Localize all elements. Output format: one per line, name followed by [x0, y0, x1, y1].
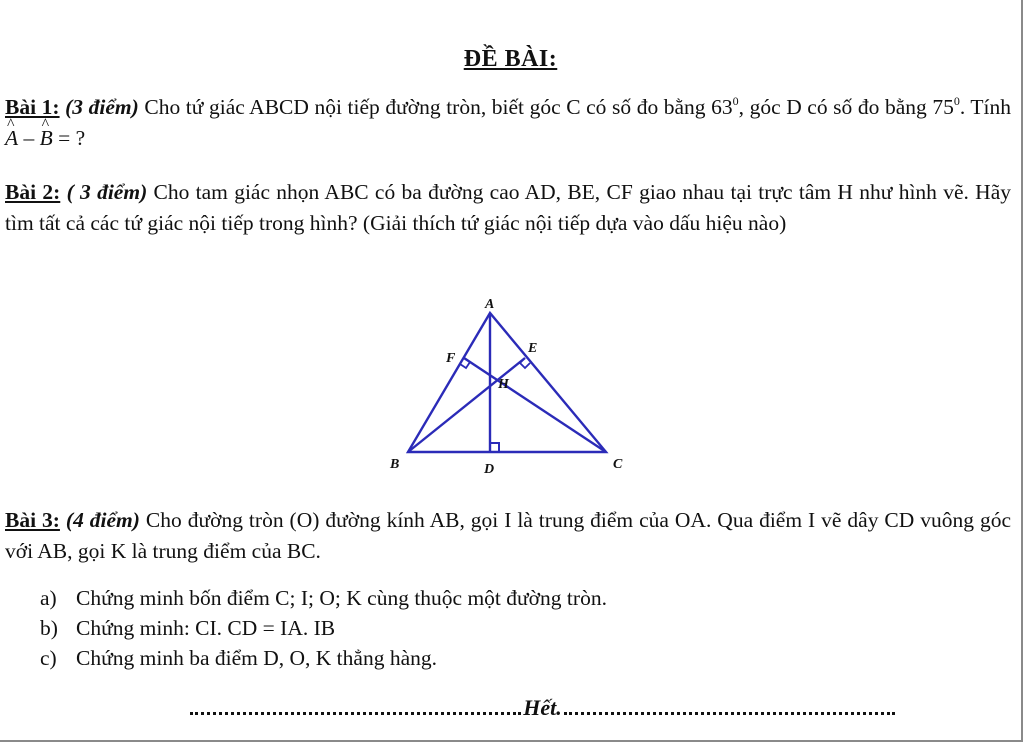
label-e: E: [528, 341, 538, 356]
exercise-1-score: (3 điểm): [65, 95, 139, 119]
exercise-1-text-part3: . Tính: [959, 95, 1011, 119]
label-b: B: [390, 457, 400, 472]
exercise-3-score: (4 điểm): [65, 508, 140, 532]
triangle-figure: [380, 288, 640, 483]
exercise-3: [5, 505, 1011, 567]
exercise-1-label: Bài 1:: [5, 95, 60, 119]
exercise-3-text: Cho đường tròn (O) đường kính AB, gọi I là trung điểm của OA. Qua điểm I vẽ dây CD vuông góc với AB, gọi K là trung điểm của BC.: [5, 508, 1011, 563]
label-d: D: [484, 462, 495, 477]
exercise-1-text-part1: Cho tứ giác ABCD nội tiếp đường tròn, biết góc C có số đo bằng 63: [138, 95, 733, 119]
degree-sup-2: 0: [953, 94, 960, 108]
label-c: C: [613, 457, 623, 472]
altitude-be: [408, 358, 525, 452]
altitude-cf: [464, 358, 606, 452]
list-item-text: Chứng minh: CI. CD = IA. IB: [76, 616, 336, 640]
label-f: F: [446, 351, 456, 366]
list-marker: b): [40, 616, 58, 640]
list-marker: a): [40, 586, 57, 610]
right-angle-mark-d: [490, 443, 499, 452]
exercise-2-text: Cho tam giác nhọn ABC có ba đường cao AD, BE, CF giao nhau tại trực tâm H như hình vẽ. Hãy tìm tất cả các tứ giác nội tiếp trong hình? (Giải thích tứ giác nội tiếp dựa vào dấu hiệu nào): [5, 180, 1011, 235]
minus-sign: –: [18, 126, 40, 150]
angle-b-symbol: ^ B: [40, 123, 53, 154]
exercise-1: [5, 92, 1011, 154]
exercise-1-text-part2: , góc D có số đo bằng 75: [738, 95, 954, 119]
exercise-2-score: ( 3 điểm): [66, 180, 148, 204]
exercise-3-subquestions: [40, 583, 607, 673]
dotted-leader-left: [190, 698, 521, 715]
label-a: A: [485, 297, 495, 312]
list-item-text: Chứng minh ba điểm D, O, K thẳng hàng.: [76, 646, 437, 670]
dotted-leader-right: [564, 698, 895, 715]
list-item: [40, 613, 607, 643]
exercise-3-label: Bài 3:: [5, 508, 60, 532]
list-marker: c): [40, 646, 57, 670]
label-h: H: [498, 377, 509, 392]
angle-a-symbol: ^ A: [5, 123, 18, 154]
page-title: ĐỀ BÀI:: [463, 46, 558, 72]
list-item: [40, 643, 607, 673]
end-text: Hết.: [523, 695, 562, 720]
exercise-2-label: Bài 2:: [5, 180, 61, 204]
list-item: [40, 583, 607, 613]
end-marker: [190, 695, 895, 721]
degree-sup-1: 0: [732, 94, 739, 108]
exercise-2: [5, 177, 1011, 239]
question-tail: = ?: [52, 126, 86, 150]
list-item-text: Chứng minh bốn điểm C; I; O; K cùng thuộc một đường tròn.: [76, 586, 607, 610]
